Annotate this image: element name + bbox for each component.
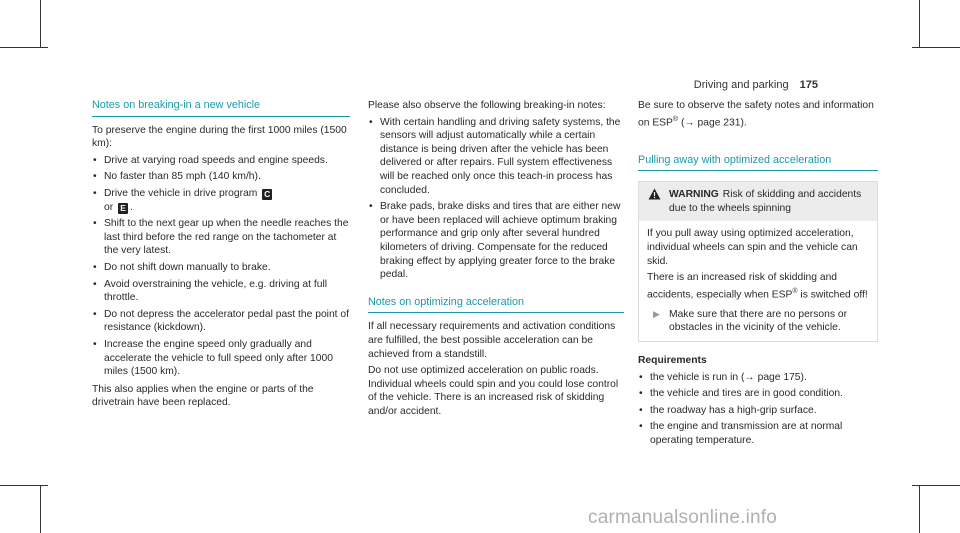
eco-program-icon: E — [118, 203, 128, 214]
column-right — [638, 99, 878, 452]
column-left — [92, 99, 350, 413]
warning-text-part: is switched off! — [797, 289, 868, 301]
page-reference-link[interactable]: (→ page 231). — [678, 117, 747, 129]
heading-pulling-away: Pulling away with optimized acceleration — [638, 154, 878, 172]
esp-note — [638, 99, 878, 130]
list-item: • Avoid overstraining the vehicle, e.g. driving at full throttle. — [92, 278, 350, 305]
list-item: • the engine and transmission are at normal operating temperature. — [638, 420, 878, 447]
esp-note-text: Be sure to observe the safety notes and information on ESP — [638, 100, 874, 129]
breaking-in-intro: To preserve the engine during the first 1000 miles (1500 km): — [92, 124, 347, 150]
acceleration-para-2: Do not use optimized acceleration on public roads. Individual wheels could spin and you could lose control of the vehicle. There is an increased risk of skidding and/or accident. — [368, 365, 619, 417]
warning-label: WARNING — [669, 189, 719, 201]
heading-breaking-in: Notes on breaking-in a new vehicle — [92, 99, 350, 117]
list-item: • Do not shift down manually to brake. — [92, 261, 350, 275]
warning-title: Risk of skidding and accidents due to the wheels spinning — [669, 189, 862, 214]
warning-text — [647, 271, 869, 302]
warning-triangle-icon — [648, 188, 661, 200]
list-item: • the vehicle is run in (→ page 175). — [638, 371, 878, 385]
crop-mark — [919, 0, 920, 48]
warning-header — [639, 182, 877, 221]
list-item-text: . — [130, 201, 133, 213]
list-item-text: or — [104, 201, 114, 213]
crop-mark — [912, 47, 960, 48]
list-item-text: Drive the vehicle in drive program — [104, 187, 258, 199]
action-arrow-icon: ▶ — [653, 308, 660, 319]
list-item: • Do not depress the accelerator pedal past the point of resistance (kickdown). — [92, 308, 350, 335]
list-item: • Brake pads, brake disks and tires that are either new or have been replaced will achieve optimum braking performance and grip only after several hundred kilometers of driving. Compensate for the reduced braking effect by applying greater force to the brake pedal. — [368, 200, 624, 282]
list-item: • Drive at varying road speeds and engine speeds. — [92, 154, 350, 168]
action-step — [647, 308, 869, 335]
crop-mark — [919, 485, 920, 533]
list-item — [92, 187, 350, 214]
list-item: • With certain handling and driving safety systems, the sensors will adjust automatically while a certain distance is being driven after the vehicle has been delivered or after repairs. Full system effectiveness will be reached only once this teach-in process has concluded. — [368, 116, 624, 198]
warning-body — [639, 221, 877, 341]
list-item: • Shift to the next gear up when the needle reaches the last third before the red range on the tachometer at the very latest. — [92, 217, 350, 258]
column-middle — [368, 99, 624, 421]
acceleration-para-1: If all necessary requirements and activation conditions are fulfilled, the best possible acceleration can be achieved from a standstill. — [368, 321, 616, 360]
requirements-heading: Requirements — [638, 354, 707, 366]
list-item: • the vehicle and tires are in good condition. — [638, 387, 878, 401]
list-item: • the roadway has a high-grip surface. — [638, 404, 878, 418]
warning-text-part: There is an increased risk of skidding and accidents, especially when ESP — [647, 272, 838, 301]
list-item: • No faster than 85 mph (140 km/h). — [92, 170, 350, 184]
watermark: carmanualsonline.info — [588, 507, 778, 528]
breaking-in-notes-list — [368, 116, 624, 282]
requirements-list — [638, 371, 878, 448]
page-number: 175 — [799, 79, 818, 91]
heading-optimizing-acceleration: Notes on optimizing acceleration — [368, 296, 624, 314]
running-header — [694, 79, 818, 91]
registered-mark: ® — [672, 115, 679, 123]
breaking-in-list — [92, 154, 350, 379]
warning-text: If you pull away using optimized acceleration, individual wheels can spin and the vehicle can skid. — [647, 228, 858, 267]
section-title: Driving and parking — [693, 79, 789, 91]
breaking-in-notes-intro: Please also observe the following breaking-in notes: — [368, 100, 606, 111]
crop-mark — [40, 0, 41, 48]
crop-mark — [0, 47, 48, 48]
crop-mark — [40, 485, 41, 533]
action-step-text: Make sure that there are no persons or obstacles in the vicinity of the vehicle. — [669, 308, 848, 334]
crop-mark — [912, 485, 960, 486]
comfort-program-icon: C — [264, 188, 271, 199]
crop-mark — [0, 485, 48, 486]
registered-mark: ® — [792, 287, 798, 295]
list-item: • Increase the engine speed only gradually and accelerate the vehicle to full speed only after 1000 miles (1500 km). — [92, 338, 350, 379]
breaking-in-closing: This also applies when the engine or parts of the drivetrain have been replaced. — [92, 383, 314, 409]
warning-box — [638, 181, 878, 342]
